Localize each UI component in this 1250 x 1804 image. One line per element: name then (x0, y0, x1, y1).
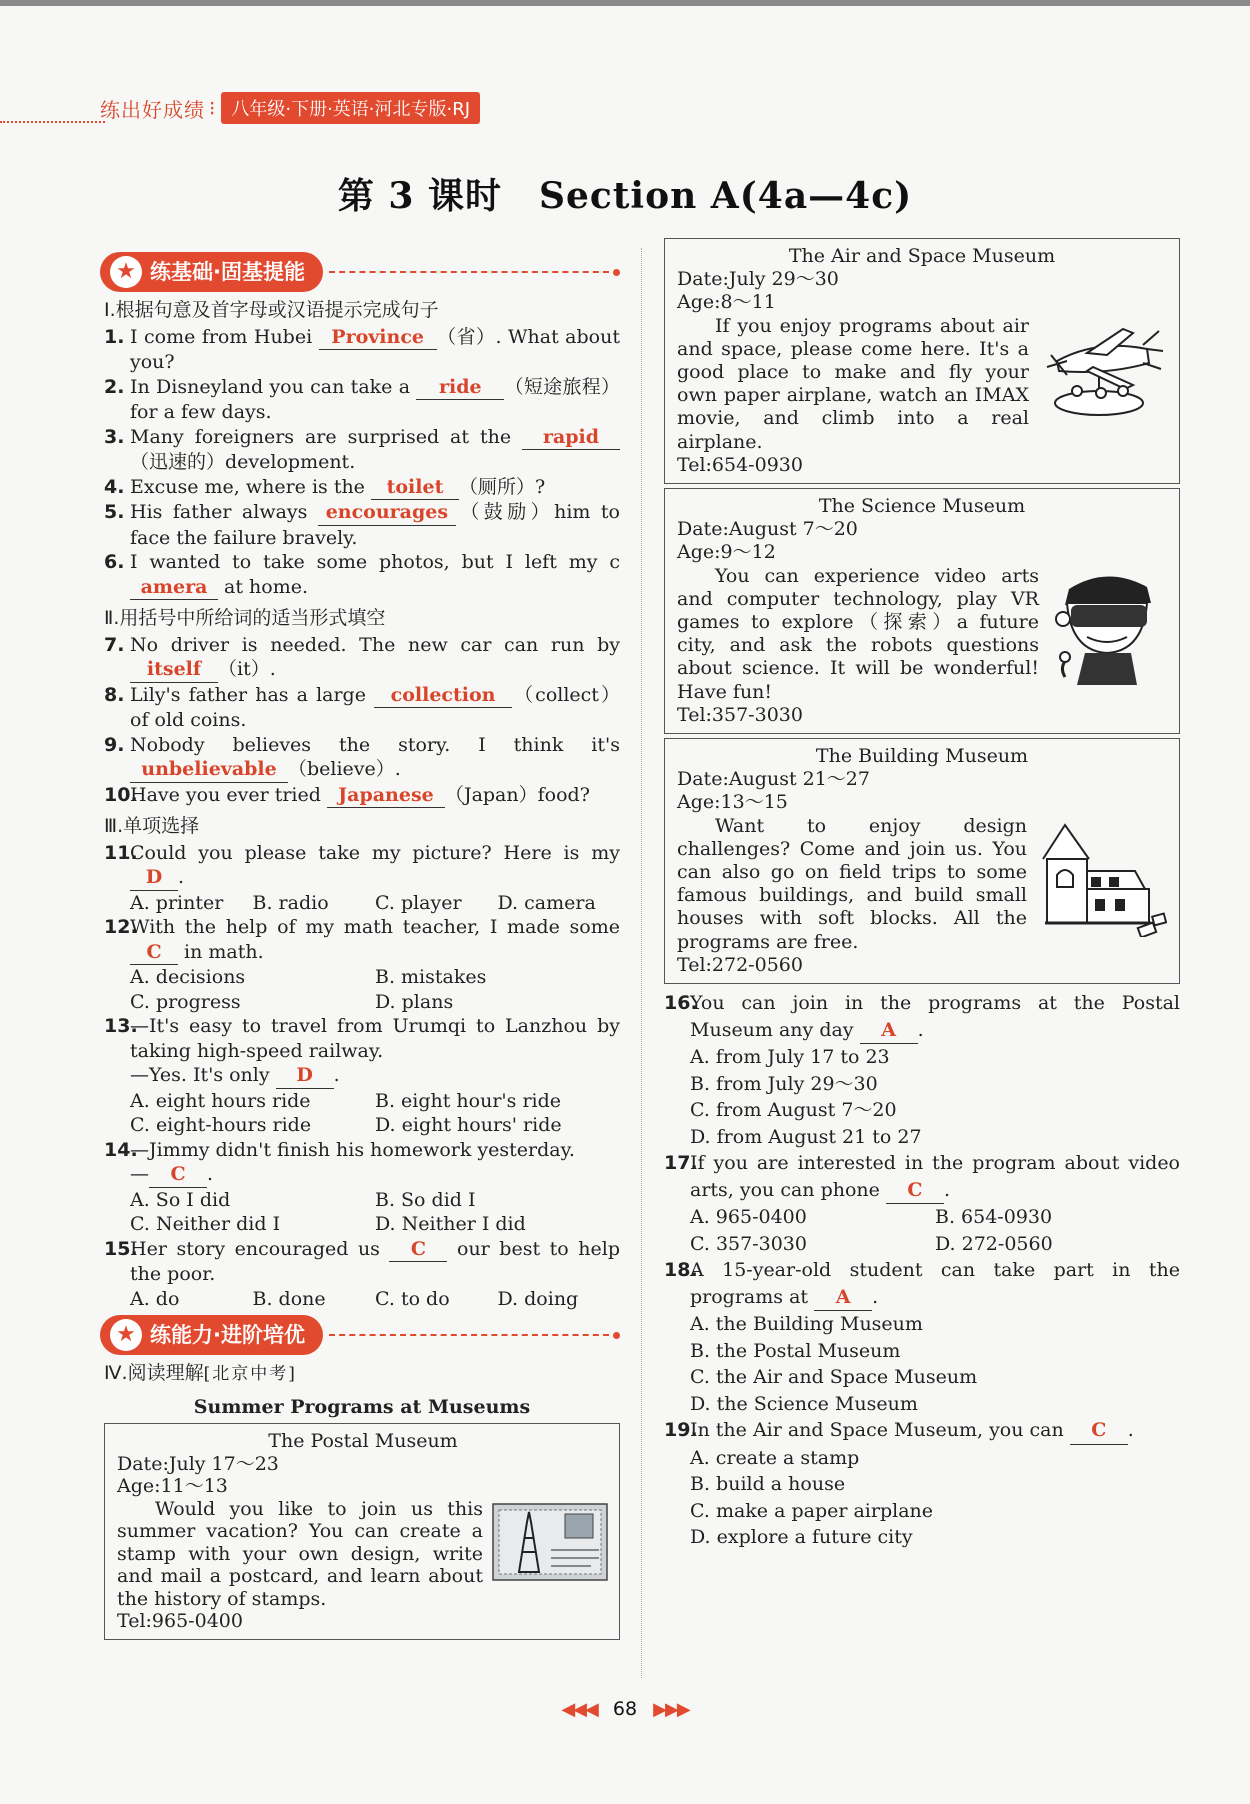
answer-blank: A (814, 1284, 872, 1312)
question-18: 18. A 15-year-old student can take part in the programs at A . (664, 1257, 1180, 1311)
question-16: 16. You can join in the programs at the Postal Museum any day A . (664, 990, 1180, 1044)
answer-blank: unbelievable (130, 757, 288, 783)
question-6 (104, 550, 620, 600)
question-text: Lily's father has a large (130, 683, 375, 706)
question-text: （省）. What about you? (130, 325, 620, 373)
prev-arrows-icon: ◀◀◀ (561, 1699, 597, 1720)
question-text: Many foreigners are surprised at the (130, 425, 522, 448)
house-blocks-icon (1035, 819, 1167, 937)
left-column (104, 252, 620, 1640)
question-12 (104, 915, 620, 965)
building-museum-box (664, 738, 1180, 984)
header-brand: 练出好成绩 (100, 97, 205, 122)
header-dotted-line (0, 121, 105, 123)
answer-blank: itself (130, 657, 218, 683)
option: C. progress (130, 990, 241, 1013)
question-13-reply: —Yes. It's only D . (104, 1063, 620, 1089)
option: D. camera (497, 891, 596, 914)
option: B. the Postal Museum (690, 1339, 901, 1362)
option: B. 654-0930 (935, 1206, 1053, 1229)
option: D. explore a future city (690, 1526, 913, 1549)
question-7 (104, 633, 620, 683)
answer-blank: C (1070, 1417, 1128, 1445)
question-text: In Disneyland you can take a (130, 375, 417, 398)
museum-description: You can experience video arts and computer technology, play VR games to explore（探索）a future city, and ask the robots questions about science. It will be wonderful! Have fun! (677, 564, 1039, 703)
museum-description: Would you like to join us this summer vacation? You can create a stamp with your own design, write and mail a postcard, and learn about the history of stamps. (117, 1497, 483, 1610)
question-text: With the help of my math teacher, I made some (130, 916, 620, 938)
part1-heading: Ⅰ.根据句意及首字母或汉语提示完成句子 (104, 299, 439, 321)
question-number: 6. (104, 551, 125, 573)
question-number: 17. (664, 1152, 698, 1175)
answer-blank: encourages (318, 500, 456, 526)
header-separator: ⁝ (209, 96, 216, 120)
band-basic-label: 练基础·固基提能 (150, 260, 305, 284)
answer-blank: Japanese (327, 783, 445, 809)
question-text: Excuse me, where is the (130, 475, 371, 498)
option: B. eight hour's ride (375, 1089, 562, 1112)
postcard-icon (491, 1502, 609, 1582)
question-10 (104, 783, 620, 809)
question-number: 14. (104, 1138, 138, 1161)
question-text: —Jimmy didn't finish his homework yesterday. (130, 1138, 575, 1161)
museum-name: The Building Museum (815, 745, 1029, 768)
option: C. eight-hours ride (130, 1114, 312, 1136)
band-advanced-label: 练能力·进阶培优 (150, 1323, 305, 1347)
option: A. from July 17 to 23 (690, 1046, 890, 1069)
question-number: 1. (104, 325, 125, 348)
airplane-icon (1037, 319, 1167, 419)
science-museum-box (664, 488, 1180, 734)
museum-date: Date:July 29～30 (677, 268, 839, 291)
option: A. eight hours ride (130, 1089, 311, 1112)
question-text: In the Air and Space Museum, you can (690, 1419, 1070, 1442)
museum-name: The Air and Space Museum (788, 245, 1056, 267)
museum-date: Date:July 17～23 (117, 1452, 279, 1475)
part4-heading (104, 1361, 620, 1387)
option: C. player (375, 891, 462, 914)
museum-name: The Science Museum (818, 495, 1026, 518)
question-15 (104, 1237, 620, 1287)
question-3 (104, 425, 620, 475)
option: C. make a paper airplane (690, 1499, 934, 1522)
column-divider (641, 248, 642, 1678)
part4-heading-text: Ⅳ.阅读理解 (104, 1362, 204, 1384)
question-number: 4. (104, 475, 125, 498)
question-number: 18. (664, 1259, 698, 1282)
question-text: （迅速的）development. (130, 451, 356, 473)
question-text: （短途旅程）for a few days. (130, 375, 620, 423)
reading-questions (664, 990, 1180, 1551)
option: B. mistakes (375, 966, 487, 988)
options-18 (664, 1311, 1180, 1417)
option: C. Neither did I (130, 1213, 281, 1235)
option: B. done (252, 1287, 326, 1310)
museum-description: If you enjoy programs about air and space, please come here. It's a good place to make and fly your own paper airplane, watch an IMAX movie, and climb into a real airplane. (677, 314, 1029, 453)
options-16 (664, 1044, 1180, 1150)
options-17 (664, 1204, 1180, 1257)
museum-age: Age:13～15 (677, 791, 788, 814)
option: B. radio (252, 891, 329, 914)
option: D. doing (497, 1287, 579, 1310)
part3-heading: Ⅲ.单项选择 (104, 815, 200, 837)
option: A. create a stamp (690, 1446, 860, 1469)
reading-title: Summer Programs at Museums (193, 1395, 531, 1418)
answer-blank: D (130, 865, 178, 891)
band-dash (329, 1334, 609, 1336)
museum-age: Age:9～12 (677, 541, 776, 564)
question-number: 12. (104, 916, 138, 938)
question-text: Nobody believes the story. I think it's (130, 733, 620, 756)
band-advanced-pill (100, 1315, 323, 1355)
museum-age: Age:8～11 (677, 291, 776, 314)
option: A. 965-0400 (690, 1206, 807, 1229)
question-text: our best to help the poor. (130, 1237, 620, 1285)
museum-tel: Tel:272-0560 (677, 953, 803, 976)
options-12 (104, 965, 620, 1014)
question-14-reply: — C . (104, 1162, 620, 1188)
museum-tel: Tel:654-0930 (677, 453, 803, 476)
answer-blank: ride (416, 375, 504, 401)
question-text: If you are interested in the program about video arts, you can phone (690, 1152, 1180, 1201)
museum-tel: Tel:965-0400 (117, 1610, 243, 1632)
question-number: 5. (104, 501, 125, 523)
question-text: （厕所）? (458, 475, 546, 498)
question-text: Have you ever tried (130, 783, 327, 806)
answer-blank: amera (130, 575, 218, 601)
question-11: 11. Could you please take my picture? Here is my D . (104, 841, 620, 891)
answer-blank: rapid (522, 425, 620, 451)
question-number: 7. (104, 633, 125, 656)
museum-date: Date:August 21～27 (677, 768, 870, 791)
band-advanced (100, 1315, 620, 1355)
option: A. do (130, 1287, 180, 1310)
question-19: 19. In the Air and Space Museum, you can C . (664, 1417, 1180, 1445)
question-text: Could you please take my picture? Here is my (130, 841, 620, 864)
option: D. eight hours' ride (375, 1114, 562, 1136)
answer-blank: A (860, 1017, 918, 1045)
next-arrows-icon: ▶▶▶ (653, 1699, 689, 1720)
band-basic-pill (100, 252, 323, 292)
question-13 (104, 1014, 620, 1063)
air-space-museum-box (664, 238, 1180, 484)
question-1 (104, 325, 620, 375)
options-14 (104, 1188, 620, 1237)
part2-heading: Ⅱ.用括号中所给词的适当形式填空 (104, 607, 386, 629)
options-13 (104, 1089, 620, 1138)
option: B. from July 29～30 (690, 1072, 878, 1095)
question-text: （it）. (218, 658, 276, 680)
runner-icon: ★ (110, 256, 142, 288)
museum-age: Age:11～13 (117, 1475, 228, 1497)
question-text: —It's easy to travel from Urumqi to Lanzhou by taking high-speed railway. (130, 1015, 620, 1062)
question-text: （Japan）food? (444, 783, 590, 806)
page-title: 第 3 课时 Section A(4a—4c) (337, 175, 913, 217)
page-footer (0, 1698, 1250, 1720)
option: C. 357-3030 (690, 1232, 807, 1255)
answer-blank: C (149, 1162, 207, 1188)
answer-blank: toilet (371, 475, 459, 501)
top-edge (0, 0, 1250, 6)
question-text: in math. (178, 940, 264, 963)
band-dot (613, 269, 620, 276)
question-number: 10. (104, 783, 138, 806)
answer-blank: collection (374, 683, 512, 709)
question-number: 11. (104, 841, 138, 864)
options-19 (664, 1445, 1180, 1551)
question-number: 3. (104, 425, 125, 448)
museum-name: The Postal Museum (268, 1430, 458, 1452)
option: A. the Building Museum (690, 1313, 923, 1336)
question-number: 16. (664, 992, 698, 1015)
right-column (664, 238, 1180, 1551)
option: D. the Science Museum (690, 1392, 918, 1415)
answer-blank: D (276, 1063, 334, 1089)
question-text: —Yes. It's only (130, 1064, 276, 1086)
question-text: I wanted to take some photos, but I left my c (130, 551, 620, 573)
question-text: （collect）of old coins. (130, 683, 620, 731)
option: C. to do (375, 1287, 450, 1310)
header-tag: 八年级·下册·英语·河北专版·RJ (221, 92, 480, 124)
option: D. from August 21 to 27 (690, 1125, 922, 1148)
option: D. plans (375, 990, 454, 1013)
question-text: （believe）. (288, 758, 401, 780)
question-number: 19. (664, 1419, 698, 1442)
option: A. printer (130, 891, 224, 914)
question-8 (104, 683, 620, 733)
question-4 (104, 475, 620, 501)
question-5 (104, 500, 620, 550)
option: C. from August 7～20 (690, 1099, 897, 1122)
question-text: at home. (218, 575, 309, 598)
question-number: 8. (104, 683, 125, 706)
vr-kid-icon (1047, 569, 1167, 687)
question-text: You can join in the programs at the Postal Museum any day (690, 992, 1180, 1041)
question-text: Her story encouraged us (130, 1237, 390, 1260)
answer-blank: C (886, 1177, 944, 1205)
question-number: 2. (104, 375, 125, 398)
part4-source: [北京中考] (203, 1364, 297, 1384)
question-text: — (130, 1163, 149, 1185)
museum-date: Date:August 7～20 (677, 518, 858, 541)
answer-blank: Province (319, 325, 437, 351)
question-text: His father always (130, 501, 318, 523)
option: D. 272-0560 (935, 1232, 1053, 1255)
option: D. Neither I did (375, 1213, 526, 1235)
question-text: I come from Hubei (130, 325, 319, 348)
question-number: 15. (104, 1237, 138, 1260)
band-dot (613, 1332, 620, 1339)
runner-icon: ★ (110, 1319, 142, 1351)
option: C. the Air and Space Museum (690, 1366, 978, 1389)
question-text: （鼓励）him to face the failure bravely. (130, 501, 620, 549)
question-17: 17. If you are interested in the program about video arts, you can phone C . (664, 1150, 1180, 1204)
question-14 (104, 1138, 620, 1163)
options-15 (104, 1287, 620, 1312)
question-2 (104, 375, 620, 425)
options-11 (104, 891, 620, 916)
question-text: A 15-year-old student can take part in the programs at (690, 1259, 1180, 1308)
question-text: No driver is needed. The new car can run by (130, 633, 620, 656)
answer-blank: C (389, 1237, 447, 1263)
answer-blank: C (130, 940, 178, 966)
band-dash (329, 271, 609, 273)
museum-description: Want to enjoy design challenges? Come and join us. You can also go on field trips to some famous buildings, and build small houses with soft blocks. All the programs are free. (677, 814, 1027, 953)
question-number: 9. (104, 733, 125, 756)
page-number: 68 (612, 1698, 638, 1720)
option: B. build a house (690, 1473, 846, 1496)
option: A. decisions (130, 966, 246, 988)
header (100, 92, 480, 124)
band-basic (100, 252, 620, 292)
question-9 (104, 733, 620, 783)
option: B. So did I (375, 1188, 476, 1211)
option: A. So I did (130, 1188, 231, 1211)
museum-tel: Tel:357-3030 (677, 703, 803, 726)
question-number: 13. (104, 1015, 138, 1037)
postal-museum-box (104, 1423, 620, 1640)
